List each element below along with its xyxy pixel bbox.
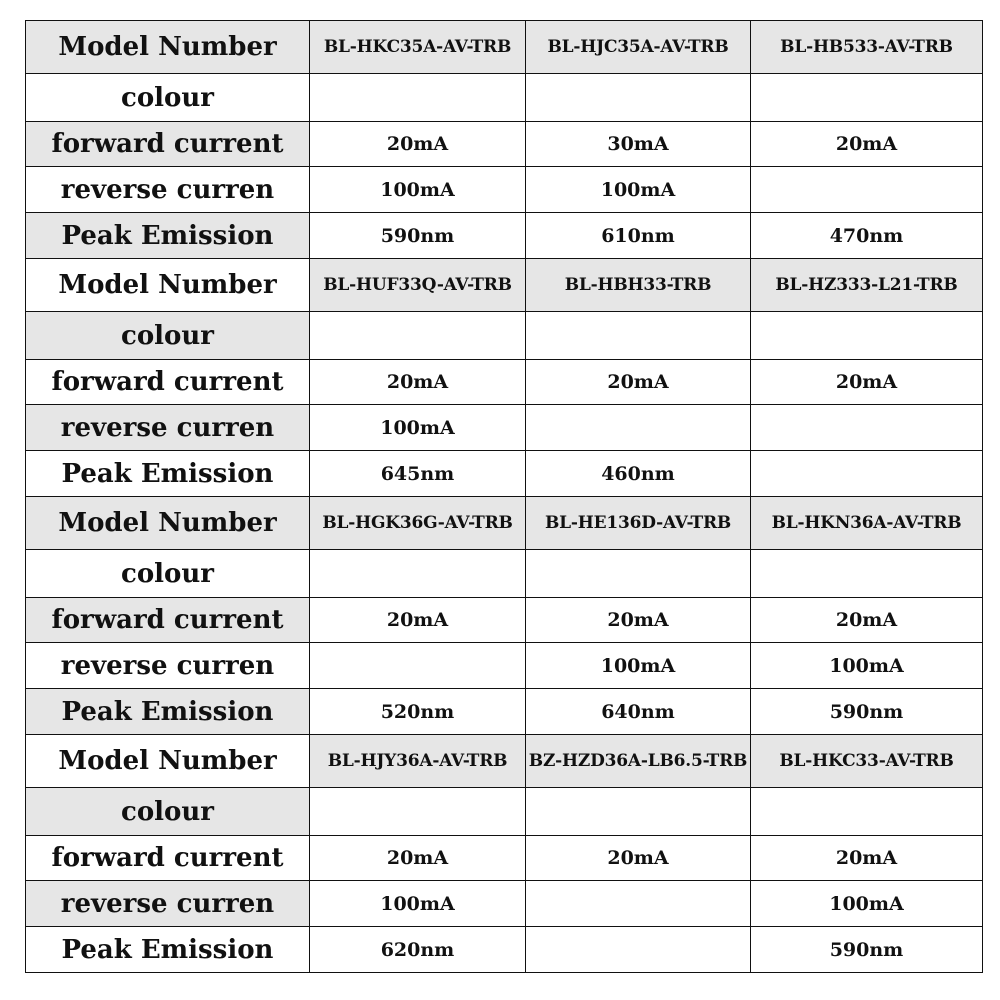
row-label-colour: colour xyxy=(26,550,310,598)
model-number-cell: BL-HKC35A-AV-TRB xyxy=(310,21,526,74)
forward-current-cell: 20mA xyxy=(751,360,983,405)
forward-current-cell: 20mA xyxy=(751,598,983,643)
colour-row xyxy=(26,74,983,122)
forward-current-cell: 20mA xyxy=(526,598,751,643)
forward-current-cell: 20mA xyxy=(310,360,526,405)
row-label-reverse-current: reverse curren xyxy=(26,167,310,213)
row-label-model-number: Model Number xyxy=(26,21,310,74)
peak-emission-row xyxy=(26,451,983,497)
model-number-cell: BL-HJC35A-AV-TRB xyxy=(526,21,751,74)
model-number-cell: BL-HZ333-L21-TRB xyxy=(751,259,983,312)
reverse-current-cell xyxy=(526,405,751,451)
colour-cell xyxy=(526,312,751,360)
peak-emission-row xyxy=(26,213,983,259)
row-label-reverse-current: reverse curren xyxy=(26,405,310,451)
row-label-model-number: Model Number xyxy=(26,497,310,550)
peak-emission-cell: 620nm xyxy=(310,927,526,973)
row-label-peak-emission: Peak Emission xyxy=(26,451,310,497)
reverse-current-row xyxy=(26,643,983,689)
forward-current-cell: 30mA xyxy=(526,122,751,167)
row-label-peak-emission: Peak Emission xyxy=(26,213,310,259)
reverse-current-cell: 100mA xyxy=(751,881,983,927)
reverse-current-cell xyxy=(310,643,526,689)
peak-emission-row xyxy=(26,689,983,735)
model-number-row xyxy=(26,735,983,788)
row-label-forward-current: forward current xyxy=(26,360,310,405)
peak-emission-cell xyxy=(526,927,751,973)
peak-emission-cell: 640nm xyxy=(526,689,751,735)
reverse-current-cell: 100mA xyxy=(526,167,751,213)
peak-emission-cell: 645nm xyxy=(310,451,526,497)
reverse-current-cell: 100mA xyxy=(526,643,751,689)
peak-emission-cell: 610nm xyxy=(526,213,751,259)
row-label-colour: colour xyxy=(26,74,310,122)
model-number-row xyxy=(26,259,983,312)
colour-cell xyxy=(751,788,983,836)
model-number-cell: BL-HBH33-TRB xyxy=(526,259,751,312)
forward-current-cell: 20mA xyxy=(310,598,526,643)
row-label-peak-emission: Peak Emission xyxy=(26,927,310,973)
colour-cell xyxy=(751,550,983,598)
reverse-current-cell: 100mA xyxy=(751,643,983,689)
colour-cell xyxy=(526,788,751,836)
colour-row xyxy=(26,550,983,598)
row-label-colour: colour xyxy=(26,312,310,360)
forward-current-cell: 20mA xyxy=(751,122,983,167)
row-label-reverse-current: reverse curren xyxy=(26,643,310,689)
row-label-colour: colour xyxy=(26,788,310,836)
peak-emission-cell: 590nm xyxy=(751,927,983,973)
model-number-cell: BL-HKC33-AV-TRB xyxy=(751,735,983,788)
peak-emission-row xyxy=(26,927,983,973)
model-number-cell: BL-HB533-AV-TRB xyxy=(751,21,983,74)
colour-cell xyxy=(310,788,526,836)
reverse-current-cell xyxy=(751,167,983,213)
reverse-current-cell: 100mA xyxy=(310,167,526,213)
model-number-row xyxy=(26,21,983,74)
led-spec-table xyxy=(25,20,983,973)
model-number-cell: BL-HE136D-AV-TRB xyxy=(526,497,751,550)
forward-current-cell: 20mA xyxy=(526,836,751,881)
forward-current-row xyxy=(26,122,983,167)
colour-cell xyxy=(751,312,983,360)
model-number-cell: BL-HKN36A-AV-TRB xyxy=(751,497,983,550)
reverse-current-row xyxy=(26,167,983,213)
forward-current-cell: 20mA xyxy=(310,122,526,167)
colour-cell xyxy=(310,550,526,598)
row-label-model-number: Model Number xyxy=(26,735,310,788)
peak-emission-cell: 520nm xyxy=(310,689,526,735)
forward-current-row xyxy=(26,598,983,643)
forward-current-cell: 20mA xyxy=(751,836,983,881)
row-label-peak-emission: Peak Emission xyxy=(26,689,310,735)
model-number-cell: BL-HGK36G-AV-TRB xyxy=(310,497,526,550)
peak-emission-cell: 590nm xyxy=(310,213,526,259)
forward-current-cell: 20mA xyxy=(310,836,526,881)
colour-row xyxy=(26,312,983,360)
forward-current-cell: 20mA xyxy=(526,360,751,405)
reverse-current-row xyxy=(26,881,983,927)
reverse-current-cell xyxy=(751,405,983,451)
model-number-cell: BL-HUF33Q-AV-TRB xyxy=(310,259,526,312)
model-number-row xyxy=(26,497,983,550)
colour-cell xyxy=(310,74,526,122)
peak-emission-cell: 590nm xyxy=(751,689,983,735)
reverse-current-cell: 100mA xyxy=(310,405,526,451)
peak-emission-cell: 460nm xyxy=(526,451,751,497)
row-label-forward-current: forward current xyxy=(26,122,310,167)
colour-row xyxy=(26,788,983,836)
colour-cell xyxy=(310,312,526,360)
reverse-current-cell xyxy=(526,881,751,927)
colour-cell xyxy=(526,550,751,598)
peak-emission-cell xyxy=(751,451,983,497)
model-number-cell: BL-HJY36A-AV-TRB xyxy=(310,735,526,788)
peak-emission-cell: 470nm xyxy=(751,213,983,259)
forward-current-row xyxy=(26,360,983,405)
colour-cell xyxy=(526,74,751,122)
row-label-forward-current: forward current xyxy=(26,836,310,881)
row-label-model-number: Model Number xyxy=(26,259,310,312)
reverse-current-row xyxy=(26,405,983,451)
colour-cell xyxy=(751,74,983,122)
row-label-forward-current: forward current xyxy=(26,598,310,643)
row-label-reverse-current: reverse curren xyxy=(26,881,310,927)
reverse-current-cell: 100mA xyxy=(310,881,526,927)
forward-current-row xyxy=(26,836,983,881)
model-number-cell: BZ-HZD36A-LB6.5-TRB xyxy=(526,735,751,788)
